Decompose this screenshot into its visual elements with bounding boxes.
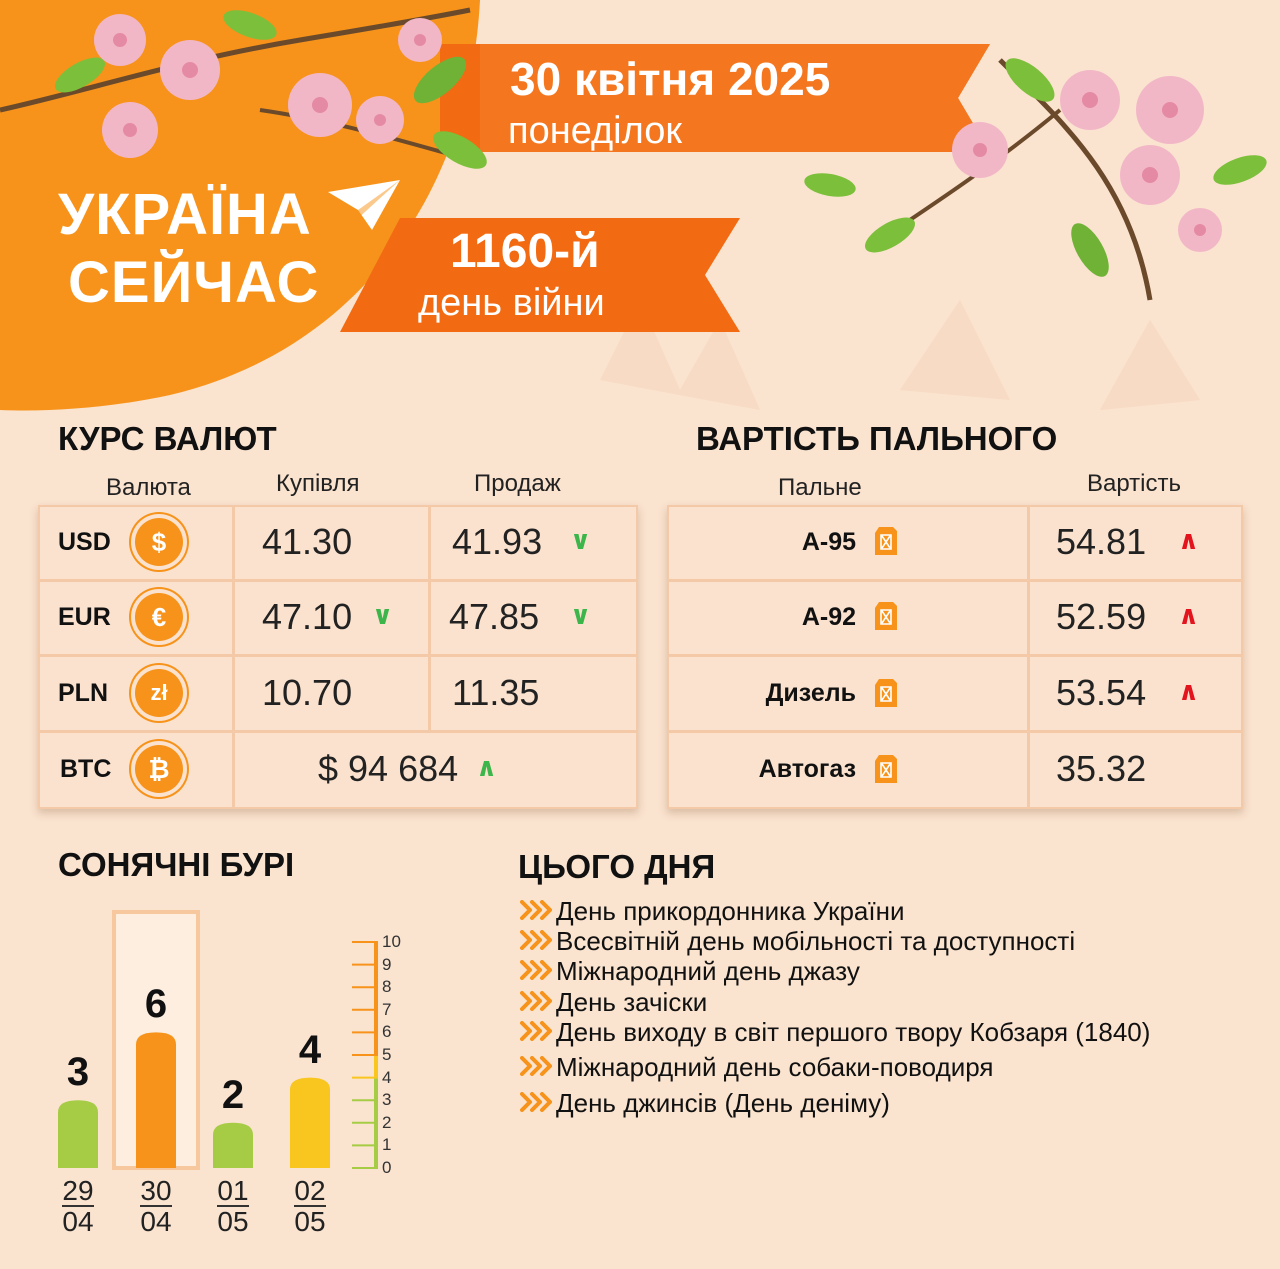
fuel-can-icon <box>873 525 899 557</box>
bar <box>290 1078 330 1168</box>
scale-segment <box>374 1010 378 1033</box>
date-day: 30 <box>140 1175 172 1206</box>
bar <box>58 1100 98 1168</box>
fuel-price: 54.81 <box>1056 521 1147 562</box>
event-text: Міжнародний день джазу <box>556 956 860 986</box>
event-text: День джинсів (День деніму) <box>556 1088 890 1118</box>
arrow-down-icon: ∨ <box>570 601 592 631</box>
date-text: 30 квітня 2025 <box>510 53 831 105</box>
bar-value-label: 4 <box>298 1027 322 1072</box>
arrow-up-icon: ∧ <box>1178 526 1200 556</box>
fuel-name: Дизель <box>765 679 856 707</box>
fuel-price: 52.59 <box>1056 596 1147 637</box>
arrow-down-icon: ∨ <box>372 601 394 631</box>
currency-code: BTC <box>60 755 112 783</box>
fuel-col-price: Вартість <box>1087 470 1181 497</box>
usd-sell: 41.93 <box>452 521 543 562</box>
scale-tick-label: 8 <box>382 977 392 997</box>
scale-tick-label: 10 <box>382 932 401 951</box>
arrow-up-icon: ∧ <box>1178 601 1200 631</box>
currency-col-buy: Купівля <box>276 470 360 497</box>
fuel-can-icon <box>873 677 899 709</box>
scale-segment <box>374 1055 378 1078</box>
scale-tick-label: 1 <box>382 1135 392 1155</box>
scale-segment <box>374 987 378 1010</box>
date-day: 02 <box>294 1175 326 1206</box>
arrow-up-icon: ∧ <box>476 753 498 783</box>
scale-segment <box>374 1145 378 1168</box>
bar <box>213 1123 253 1168</box>
bitcoin-coin-icon: ₿ <box>131 741 187 797</box>
fuel-title: ВАРТІСТЬ ПАЛЬНОГО <box>696 420 1058 457</box>
fuel-price: 53.54 <box>1056 672 1147 713</box>
double-chevron-icon <box>520 1054 556 1080</box>
event-item <box>520 928 1075 954</box>
event-item <box>520 989 707 1015</box>
solar-title: СОНЯЧНІ БУРІ <box>58 846 295 883</box>
date-label <box>280 1176 340 1237</box>
scale-segment <box>374 965 378 988</box>
arrow-up-icon: ∧ <box>1178 677 1200 707</box>
currency-col-currency: Валюта <box>106 474 191 501</box>
btc-value: $ 94 684 <box>318 748 459 789</box>
eur-sell: 47.85 <box>449 596 540 637</box>
date-day: 29 <box>62 1175 94 1206</box>
date-month: 04 <box>140 1206 172 1238</box>
event-text: Міжнародний день собаки-поводиря <box>556 1052 994 1082</box>
eur-buy: 47.10 <box>262 596 353 637</box>
date-label <box>48 1176 108 1237</box>
scale-tick-label: 0 <box>382 1158 392 1177</box>
scale-tick-label: 5 <box>382 1045 392 1064</box>
fuel-price: 35.32 <box>1056 748 1147 789</box>
date-day: 01 <box>217 1175 249 1206</box>
dollar-coin-icon: $ <box>131 514 187 570</box>
date-label <box>126 1176 186 1237</box>
fuel-can-icon <box>873 600 899 632</box>
scale-tick-label: 3 <box>382 1090 392 1110</box>
currency-title: КУРС ВАЛЮТ <box>58 420 277 457</box>
scale-tick-label: 9 <box>382 954 392 974</box>
double-chevron-icon <box>520 989 556 1015</box>
double-chevron-icon <box>520 1090 556 1116</box>
pln-buy: 10.70 <box>262 672 353 713</box>
brand-line-2: СЕЙЧАС <box>68 250 320 315</box>
scale-tick-label: 6 <box>382 1022 392 1042</box>
double-chevron-icon <box>520 958 556 984</box>
event-item <box>520 1054 994 1080</box>
brand-line-1: УКРАЇНА <box>58 182 312 247</box>
event-item <box>520 1019 1150 1045</box>
bar-value-label: 3 <box>66 1050 90 1095</box>
event-text: Всесвітній день мобільності та доступності <box>556 926 1076 956</box>
war-day-number: 1160-й <box>450 225 600 278</box>
event-item <box>520 958 860 984</box>
event-text: День зачіски <box>556 987 708 1017</box>
bar <box>136 1032 176 1168</box>
currency-code: PLN <box>58 679 108 707</box>
currency-code: EUR <box>58 603 111 631</box>
fuel-name: Автогаз <box>758 755 856 783</box>
currency-col-sell: Продаж <box>474 470 561 497</box>
date-label <box>203 1176 263 1237</box>
currency-code: USD <box>58 528 111 556</box>
event-text: День виходу в світ першого твору Кобзаря (1840) <box>556 1017 1151 1047</box>
double-chevron-icon <box>520 928 556 954</box>
pln-sell: 11.35 <box>452 672 540 713</box>
scale-tick-label: 7 <box>382 999 392 1019</box>
euro-coin-icon: € <box>131 589 187 645</box>
fuel-can-icon <box>873 753 899 785</box>
weekday-text: понеділок <box>508 110 682 152</box>
scale-tick-label: 2 <box>382 1112 392 1132</box>
date-month: 04 <box>62 1206 94 1238</box>
double-chevron-icon <box>520 1019 556 1045</box>
zloty-coin-icon: zł <box>131 665 187 721</box>
scale-segment <box>374 942 378 965</box>
double-chevron-icon <box>520 898 556 924</box>
scale-segment <box>374 1032 378 1055</box>
arrow-down-icon: ∨ <box>570 526 592 556</box>
fuel-col-fuel: Пальне <box>778 474 862 501</box>
usd-buy: 41.30 <box>262 521 353 562</box>
event-item <box>520 1090 890 1116</box>
war-day-caption: день війни <box>418 282 605 324</box>
bar-value-label: 6 <box>144 982 168 1027</box>
scale-segment <box>374 1123 378 1146</box>
date-month: 05 <box>294 1206 326 1238</box>
events-title: ЦЬОГО ДНЯ <box>518 848 716 885</box>
fuel-name: А-95 <box>801 528 856 556</box>
scale-tick-label: 4 <box>382 1067 392 1087</box>
event-item <box>520 898 905 924</box>
date-month: 05 <box>217 1206 249 1238</box>
scale-segment <box>374 1100 378 1123</box>
fuel-name: А-92 <box>801 603 856 631</box>
event-text: День прикордонника України <box>556 896 905 926</box>
scale-segment <box>374 1078 378 1101</box>
bar-value-label: 2 <box>221 1072 245 1117</box>
